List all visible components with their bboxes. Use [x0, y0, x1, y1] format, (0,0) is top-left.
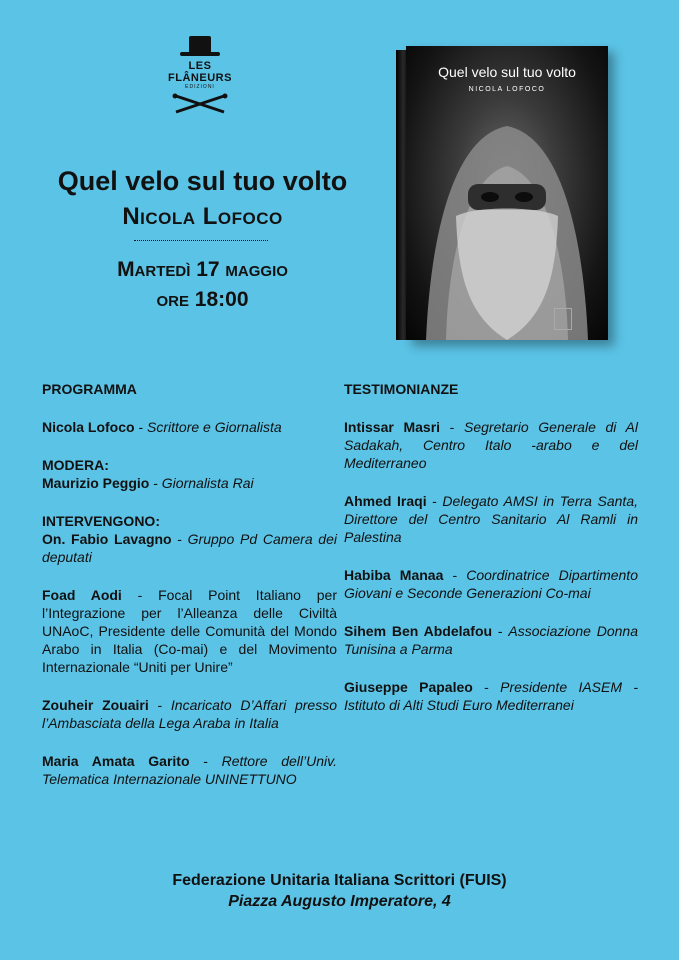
cover-publisher-mark: [554, 308, 572, 330]
intervengono-label: INTERVENGONO:: [42, 513, 160, 529]
speaker-name: Foad Aodi: [42, 587, 122, 603]
publisher-logo: [160, 36, 240, 115]
author-entry: [42, 418, 337, 436]
testimony-entry: [344, 678, 638, 714]
speaker-role: Rettore dell’Univ. Telematica Internazionale UNINETTUNO: [42, 753, 337, 787]
modera-entry: [42, 456, 337, 492]
foad-entry: [42, 586, 337, 676]
top-hat-icon: [189, 36, 211, 52]
veiled-woman-illustration: [406, 106, 608, 340]
witness-role: Delegato AMSI in Terra Santa, Direttore del Centro Sanitario Al Ramli in Palestina: [344, 493, 638, 545]
moderator-role: Giornalista Rai: [161, 475, 254, 491]
footer-organization: Federazione Unitaria Italiana Scrittori (FUIS): [172, 872, 507, 889]
witness-name: Intissar Masri: [344, 419, 441, 435]
crossed-umbrellas-icon: [170, 93, 230, 115]
event-date: Martedì 17 maggio: [117, 258, 288, 281]
cover-author: NICOLA LOFOCO: [468, 86, 546, 93]
testimony-entry: [344, 622, 638, 658]
testimony-entry: [344, 566, 638, 602]
intervengono-entry: [42, 512, 337, 566]
separator: -: [426, 493, 443, 509]
separator: -: [148, 697, 171, 713]
testimonianze-heading: TESTIMONIANZE: [344, 381, 459, 397]
separator: -: [171, 531, 188, 547]
hat-brim: [180, 52, 220, 56]
witness-name: Sihem Ben Abdelafou: [344, 623, 493, 639]
separator: -: [492, 623, 509, 639]
witness-role: Associazione Donna Tunisina a Parma: [344, 623, 638, 657]
speaker-name: On. Fabio Lavagno: [42, 531, 172, 547]
witness-role: Presidente IASEM - Istituto di Alti Studi Euro Mediterranei: [344, 679, 639, 713]
witness-role: Segretario Generale di Al Sadakah, Centro Italo -arabo e del Mediterraneo: [344, 419, 638, 471]
testimony-entry: [344, 492, 638, 546]
witness-name: Giuseppe Papaleo: [344, 679, 473, 695]
event-time: ore 18:00: [156, 288, 249, 311]
zouheir-entry: [42, 696, 337, 732]
speaker-role: Incaricato D’Affari presso l’Ambasciata della Lega Araba in Italia: [42, 697, 337, 731]
speaker-description: Focal Point Italiano per l’Integrazione per l’Alleanza delle Civiltà UNAoC, Presidente delle Comunità del Mondo Arabo in Italia (Co-mai) e del Movimento Internazionale “Uniti per Unire”: [42, 587, 337, 675]
author-name: Nicola Lofoco: [42, 419, 135, 435]
book-cover: [406, 46, 608, 340]
book-cover-image: [396, 46, 618, 340]
separator: -: [472, 679, 501, 695]
event-book-title: Quel velo sul tuo volto: [57, 166, 348, 196]
testimonianze-column: [344, 380, 638, 734]
programma-column: [42, 380, 337, 808]
dotted-divider: [134, 240, 268, 241]
modera-label: MODERA:: [42, 457, 109, 473]
testimony-entry: [344, 418, 638, 472]
separator: -: [134, 419, 148, 435]
separator: -: [440, 419, 465, 435]
speaker-name: Zouheir Zouairi: [42, 697, 149, 713]
witness-name: Ahmed Iraqi: [344, 493, 427, 509]
logo-brand: LES FLÂNEURS: [168, 60, 232, 84]
separator: -: [443, 567, 467, 583]
logo-sub: EDIZIONI: [185, 84, 215, 90]
moderator-name: Maurizio Peggio: [42, 475, 150, 491]
witness-name: Habiba Manaa: [344, 567, 444, 583]
cover-title: Quel velo sul tuo volto: [438, 64, 576, 80]
footer-address: Piazza Augusto Imperatore, 4: [228, 893, 451, 910]
separator: -: [149, 475, 162, 491]
speaker-name: Maria Amata Garito: [42, 753, 190, 769]
witness-role: Coordinatrice Dipartimento Giovani e Seconde Generazioni Co-mai: [344, 567, 638, 601]
programma-heading: PROGRAMMA: [42, 381, 137, 397]
author-role: Scrittore e Giornalista: [147, 419, 282, 435]
separator: -: [189, 753, 222, 769]
event-author: Nicola Lofoco: [122, 203, 283, 230]
maria-entry: [42, 752, 337, 788]
separator: -: [121, 587, 159, 603]
speaker-role: Gruppo Pd Camera dei deputati: [42, 531, 337, 565]
